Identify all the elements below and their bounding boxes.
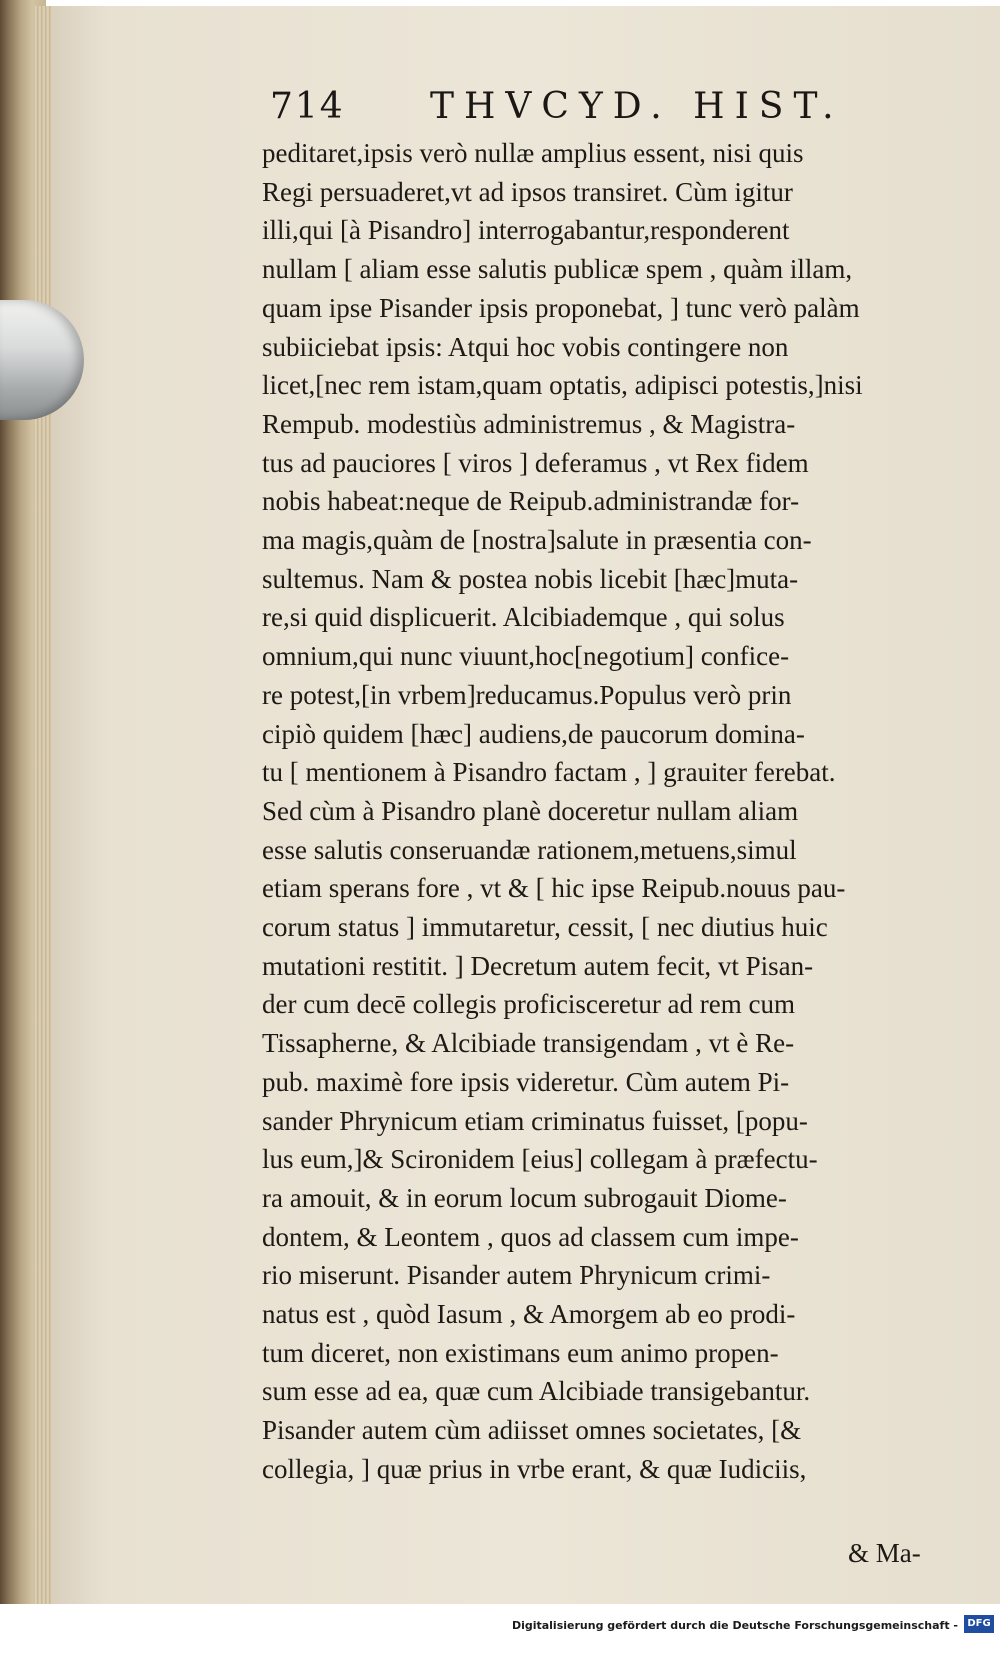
- dfg-logo-icon: DFG: [964, 1615, 994, 1633]
- text-line: peditaret,ipsis verò nullæ amplius essent, nisi quis: [262, 138, 804, 168]
- text-line: nullam [ aliam esse salutis publicæ spem , quàm illam,: [262, 254, 853, 285]
- text-line: tu [ mentionem à Pisandro factam , ] grauiter ferebat.: [262, 757, 836, 788]
- text-line: sander Phrynicum etiam criminatus fuisset, [popu-: [262, 1105, 808, 1136]
- text-line: natus est , quòd Iasum , & Amorgem ab eo prodi-: [262, 1299, 796, 1329]
- text-line: nobis habeat:neque de Reipub.administrandæ for-: [262, 486, 800, 517]
- text-line: ra amouit, & in eorum locum subrogauit Diome-: [262, 1182, 787, 1213]
- text-line: rio miserunt. Pisander autem Phrynicum crimi-: [262, 1260, 771, 1291]
- text-line: etiam sperans fore , vt & [ hic ipse Reipub.nouus pau-: [262, 873, 846, 904]
- text-line: licet,[nec rem istam,quam optatis, adipisci potestis,]nisi: [262, 370, 863, 401]
- text-line: sum esse ad ea, quæ cum Alcibiade transigebantur.: [262, 1376, 811, 1407]
- text-line: cipiò quidem [hæc] audiens,de paucorum domina-: [262, 718, 805, 749]
- text-line: ma magis,quàm de [nostra]salute in præsentia con-: [262, 525, 812, 555]
- page-number: 714: [270, 86, 345, 127]
- text-line: esse salutis conseruandæ rationem,metuens,simul: [262, 834, 797, 865]
- text-line: tum diceret, non existimans eum animo propen-: [262, 1337, 779, 1368]
- text-line: Tissapherne, & Alcibiade transigendam , vt è Re-: [262, 1028, 795, 1059]
- text-line: subiiciebat ipsis: Atqui hoc vobis contingere non: [262, 331, 789, 362]
- text-line: der cum decē collegis proficisceretur ad rem cum: [262, 989, 795, 1020]
- text-line: dontem, & Leontem , quos ad classem cum impe-: [262, 1221, 799, 1252]
- text-line: corum status ] immutaretur, cessit, [ nec diutius huic: [262, 912, 828, 942]
- text-line: Rempub. modestiùs administremus , & Magistra-: [262, 408, 796, 439]
- footer-credit: Digitalisierung gefördert durch die Deutsche Forschungsgemeinschaft -: [511, 1619, 958, 1632]
- text-line: pub. maximè fore ipsis videretur. Cùm autem Pi-: [262, 1066, 790, 1097]
- text-line: re potest,[in vrbem]reducamus.Populus verò prin: [262, 679, 792, 710]
- digitization-footer: [0, 1604, 1000, 1661]
- text-line: illi,qui [à Pisandro] interrogabantur,responderent: [262, 215, 790, 246]
- text-line: re,si quid displicuerit. Alcibiademque , qui solus: [262, 602, 785, 633]
- text-line: Sed cùm à Pisandro planè doceretur nullam aliam: [262, 795, 799, 826]
- text-line: Regi persuaderet,vt ad ipsos transiret. Cùm igitur: [262, 176, 793, 207]
- text-line: sultemus. Nam & postea nobis licebit [hæc]muta-: [262, 563, 799, 594]
- text-line: quam ipse Pisander ipsis proponebat, ] tunc verò palàm: [262, 292, 860, 323]
- text-line: tus ad pauciores [ viros ] deferamus , vt Rex fidem: [262, 447, 809, 478]
- text-line: collegia, ] quæ prius in vrbe erant, & quæ Iudiciis,: [262, 1453, 807, 1484]
- text-line: omnium,qui nunc viuunt,hoc[negotium] confice-: [262, 641, 790, 672]
- text-line: Pisander autem cùm adiisset omnes societates, [&: [262, 1415, 802, 1446]
- catchword: & Ma-: [848, 1538, 921, 1568]
- body-text: [262, 134, 942, 1574]
- running-head: THVCYD. HIST.: [430, 86, 844, 127]
- text-line: lus eum,]& Scironidem [eius] collegam à præfectu-: [262, 1144, 818, 1175]
- text-line: mutationi restitit. ] Decretum autem fecit, vt Pisan-: [262, 950, 814, 981]
- page-header: [270, 86, 930, 132]
